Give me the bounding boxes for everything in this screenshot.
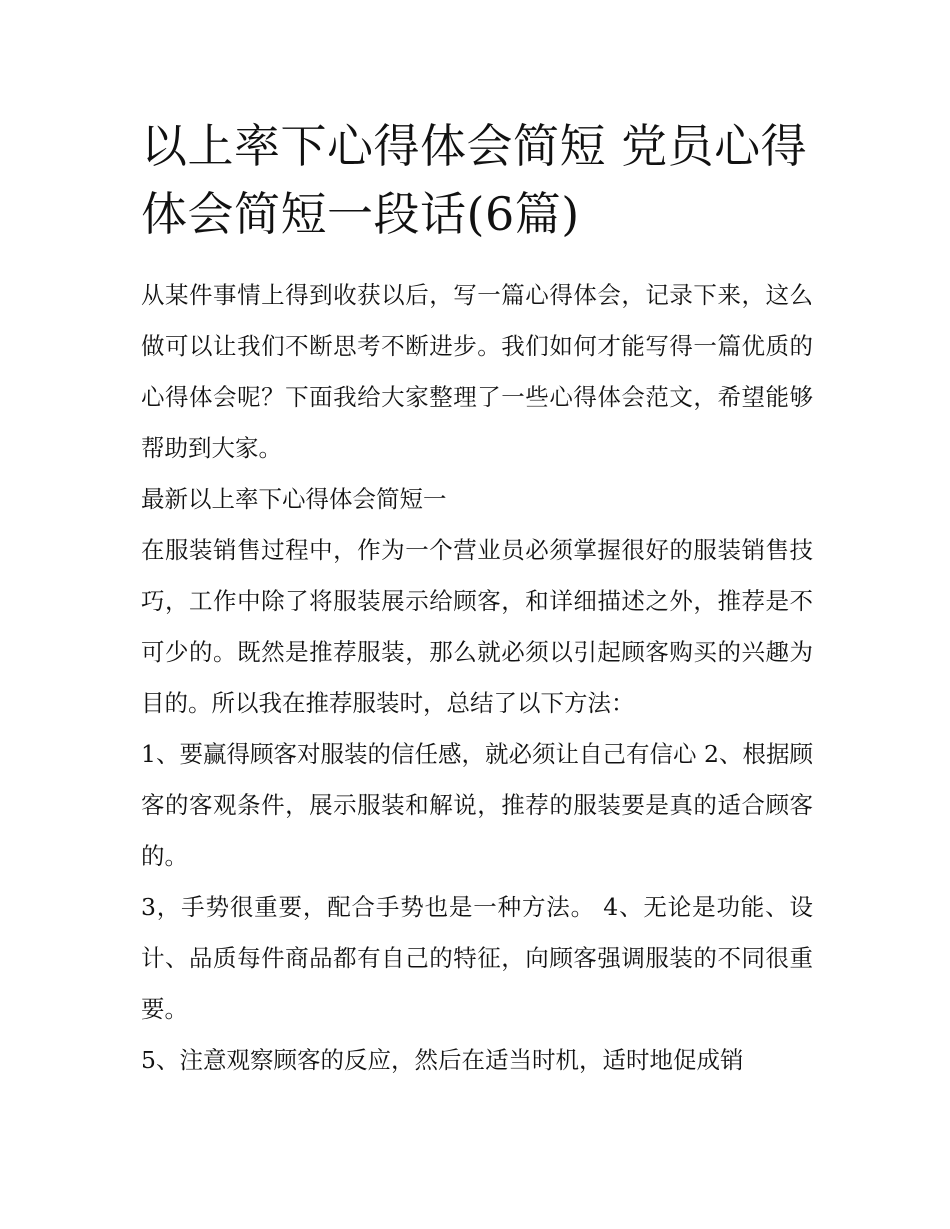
body-paragraph: 5、注意观察顾客的反应，然后在适当时机，适时地促成销 bbox=[141, 1046, 744, 1074]
document-body bbox=[141, 270, 813, 1086]
document-title: 以上率下心得体会简短 党员心得体会简短一段话(6篇) bbox=[141, 119, 808, 241]
intro-paragraph: 从某件事情上得到收获以后，写一篇心得体会，记录下来，这么做可以让我们不断思考不断进步。我们如何才能写得一篇优质的心得体会呢？下面我给大家整理了一些心得体会范文，希望能够帮助到大家。 bbox=[141, 281, 813, 462]
body-paragraph: 在服装销售过程中，作为一个营业员必须掌握很好的服装销售技巧，工作中除了将服装展示给顾客，和详细描述之外，推荐是不可少的。既然是推荐服装，那么就必须以引起顾客购买的兴趣为目的。所以我在推荐服装时，总结了以下方法： bbox=[141, 536, 813, 717]
section-heading: 最新以上率下心得体会简短一 bbox=[141, 485, 447, 513]
body-paragraph: 1、要赢得顾客对服装的信任感，就必须让自己有信心 2、根据顾客的客观条件，展示服装和解说，推荐的服装要是真的适合顾客的。 bbox=[141, 740, 813, 870]
body-paragraph: 3，手势很重要，配合手势也是一种方法。 4、无论是功能、设计、品质每件商品都有自己的特征，向顾客强调服装的不同很重要。 bbox=[141, 893, 813, 1023]
document-page bbox=[141, 112, 813, 1086]
